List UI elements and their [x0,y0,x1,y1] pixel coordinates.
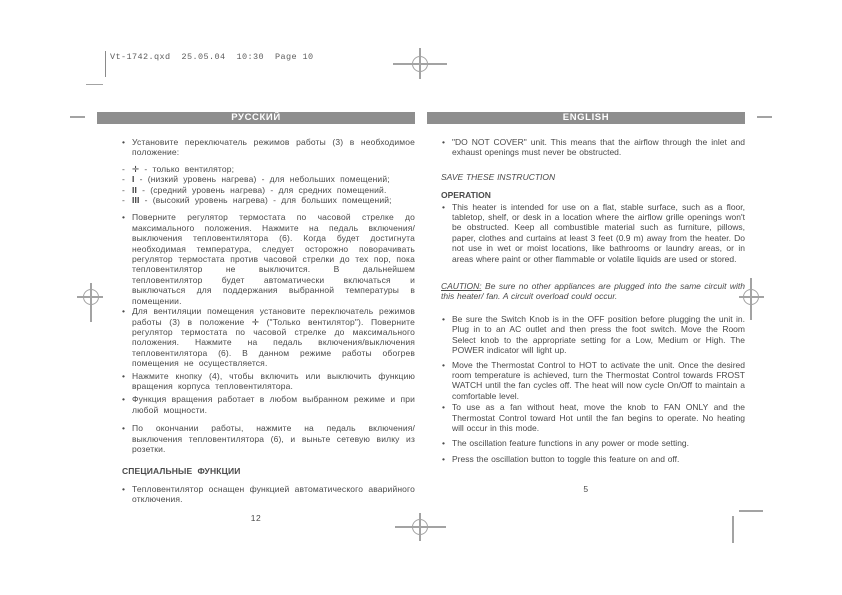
en-oscillation-feature-bullet: • The oscillation feature functions in any power or mode setting. [427,438,745,448]
fan-only-symbol-icon: ✛ [251,316,260,327]
en-operation-heading: OPERATION [441,190,491,201]
english-column [427,112,745,495]
crop-mark-top-left-horizontal [86,84,103,85]
ru-oscillation-any-mode-bullet: • Функция вращения работает в любом выбранном режиме и при любой мощности. [97,394,415,415]
heat-level-1-symbol: I [132,174,135,185]
fan-only-symbol-icon: ✛ [132,163,140,174]
ru-fan-mode-bullet: • Для вентиляции помещения установите переключатель режимов работы (3) в положение ✛ ("Только вентилятор"). Поверните регулятор термостата по часовой стрелке до максимального положения. Нажмите на педаль включения/выключения тепловентилятора (6). В данном режиме работы обогрев помещения не осуществляется. [97,306,415,368]
ru-mode-mid-heat: - II - (средний уровень нагрева) - для средних помещений. [97,185,415,195]
russian-column [97,112,415,523]
ru-mode-fan-only: - ✛ - только вентилятор; [97,164,415,174]
en-do-not-cover-bullet: • "DO NOT COVER" unit. This means that the airflow through the inlet and exhaust openings must never be obstructed. [427,137,745,158]
ru-auto-shutoff-bullet: • Тепловентилятор оснащен функцией автоматического аварийного отключения. [97,484,415,505]
crop-mark-bottom-right-vertical [732,516,734,543]
ru-oscillation-button-bullet: • Нажмите кнопку (4), чтобы включить или выключить функцию вращения корпуса тепловентилятора. [97,371,415,392]
slug-crop-bar [105,51,106,77]
en-placement-bullet: • This heater is intended for use on a flat, stable surface, such as a floor, tabletop, shelf, or desk in a location where the airflow grille openings won't be obstructed. Keep all combustible material such as furniture, pillows, paper, clothes and curtains at least 3 feet (0.9 m) away from the heater. Do not use in wet or moist locations, like bathrooms or laundry areas, or in areas where paint or other flammable or volatile liquids are used or stored. [427,202,745,264]
page-number-left: 12 [250,512,262,523]
crop-mark-left-tick [70,116,85,118]
ru-thermostat-bullet: • Поверните регулятор термостата по часовой стрелке до максимального положения. Нажмите на педаль включения/выключения тепловентилятора (6). Когда будет достигнута необходимая температура, следует осторожно поворачивать регулятор термостата против часовой стрелки до тех пор, пока тепловентилятор не выключится. В дальнейшем тепловентилятор будет автоматически включаться и выключаться для поддержания выбранной температуры в помещении. [97,212,415,306]
ru-mode-high-heat: - III - (высокий уровень нагрева) - для больших помещений; [97,195,415,205]
en-fan-only-bullet: • To use as a fan without heat, move the knob to FAN ONLY and the Thermostat Control toward Hot until the fan begins to operate. No heating will occur in this mode. [427,402,745,433]
column-header-english: ENGLISH [427,112,745,124]
print-slug: Vt-1742.qxd 25.05.04 10:30 Page 10 [110,52,314,62]
en-oscillation-button-bullet: • Press the oscillation button to toggle this feature on and off. [427,454,745,464]
page-number-right: 5 [583,484,589,495]
ru-mode-intro-bullet: • Установите переключатель режимов работы (3) в необходимое положение: [97,137,415,158]
caution-label: CAUTION: [441,281,482,292]
heat-level-2-symbol: II [132,184,138,195]
en-thermostat-bullet: • Move the Thermostat Control to HOT to activate the unit. Once the desired room temperature is achieved, turn the Thermostat Control towards FROST WATCH until the fan cycles off. The heat will now cycle On/Off to maintain a comfortable level. [427,360,745,402]
column-header-russian: РУССКИЙ [97,112,415,124]
ru-mode-low-heat: - I - (низкий уровень нагрева) - для небольших помещений; [97,174,415,184]
heat-level-3-symbol: III [132,195,140,206]
crop-mark-right-tick [757,116,772,118]
en-switch-knob-bullet: • Be sure the Switch Knob is in the OFF position before plugging the unit in. Plug in to an AC outlet and then press the foot switch. Move the Room Select knob to the appropriate setting for a Low, Medium or High. The POWER indicator will light up. [427,314,745,356]
ru-special-functions-heading: СПЕЦИАЛЬНЫЕ ФУНКЦИИ [122,466,241,477]
crop-mark-bottom-right-horizontal [739,510,763,512]
ru-after-use-bullet: • По окончании работы, нажмите на педаль включения/выключения тепловентилятора (6), и выньте сетевую вилку из розетки. [97,423,415,454]
en-caution-note: CAUTION: Be sure no other appliances are plugged into the same circuit with this heater/ fan. A circuit overload could occur. [441,281,745,302]
ru-mode-list [97,164,415,206]
en-save-instructions-line: SAVE THESE INSTRUCTION [441,171,556,182]
